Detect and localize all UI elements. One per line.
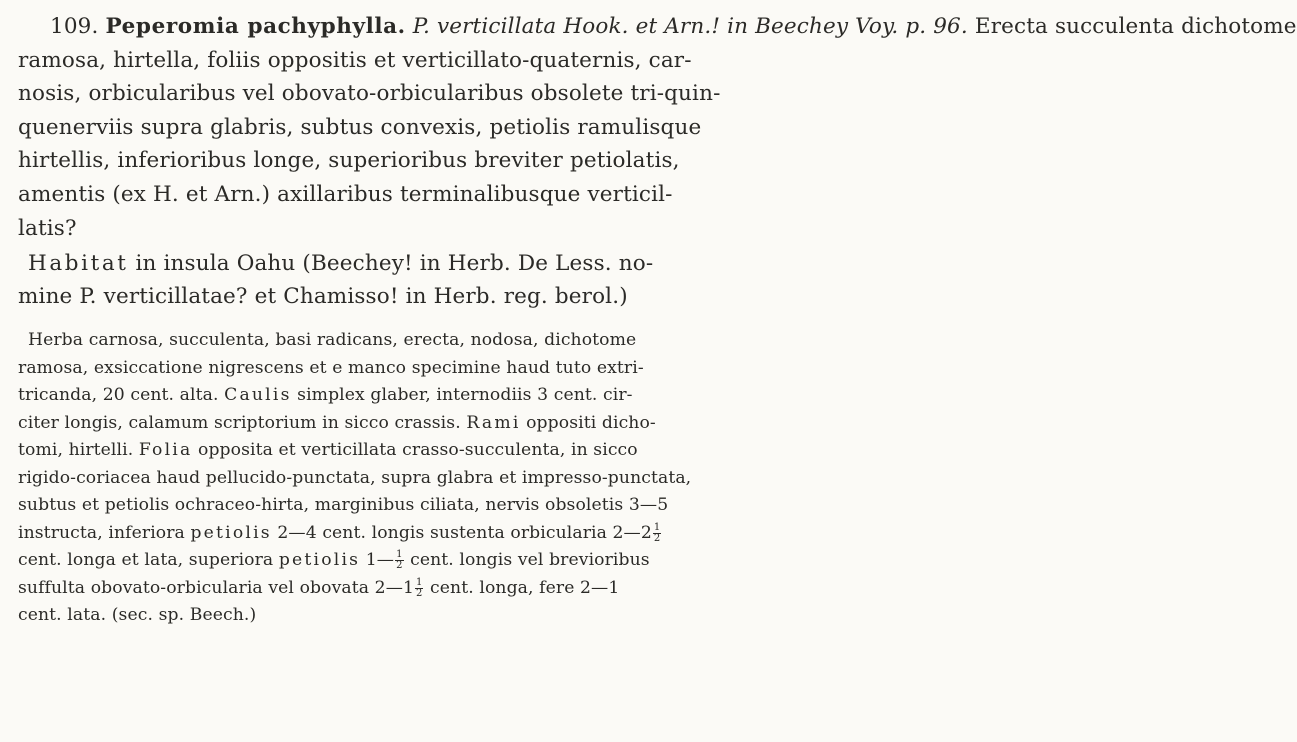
diagnosis-line: quenerviis supra glabris, subtus convexis, petiolis ramulisque	[18, 114, 702, 140]
description-text: ramosa, exsiccatione nigrescens et e manco specimine haud tuto extri-	[18, 357, 644, 378]
fraction: $\frac{1}{2}$	[396, 549, 403, 572]
diagnosis-line: amentis (ex H. et Arn.) axillaribus terminalibusque verticil-	[18, 181, 673, 207]
entry-number: 109.	[50, 14, 99, 39]
description-text: opposita et verticillata crasso-succulenta, in sicco	[192, 440, 638, 461]
description-text: oppositi dicho-	[520, 412, 656, 433]
fraction: $\frac{1}{2}$	[416, 576, 423, 599]
description-line	[18, 382, 786, 410]
habitat-paragraph	[18, 247, 786, 313]
description-text: citer longis, calamum scriptorium in sicco crassis.	[18, 412, 467, 433]
habitat-line	[18, 247, 786, 280]
description-text: 2—4 cent. longis sustenta orbicularia 2—2	[271, 522, 652, 543]
description-line	[18, 465, 786, 493]
description-text: Herba carnosa, succulenta, basi radicans, erecta, nodosa, dichotome	[28, 330, 637, 351]
diagnosis-start: Erecta succulenta dichotome	[974, 14, 1297, 39]
fraction: $\frac{1}{2}$	[653, 521, 661, 544]
description-line	[18, 437, 786, 465]
description-line	[18, 575, 786, 603]
species-entry	[18, 10, 1297, 245]
description-text: subtus et petiolis ochraceo-hirta, marginibus ciliata, nervis obsoletis 3—5	[18, 495, 669, 516]
spaced-term: Caulis	[224, 385, 292, 406]
diagnosis-line: nosis, orbicularibus vel obovato-orbicularibus obsolete tri-quin-	[18, 81, 721, 107]
spaced-term: petiolis	[278, 550, 361, 571]
description-line	[18, 492, 786, 520]
description-text: cent. longa, fere 2—1	[424, 577, 620, 598]
diagnosis-line: hirtellis, inferioribus longe, superioribus breviter petiolatis,	[18, 148, 680, 174]
description-text: instructa, inferiora	[18, 522, 191, 543]
spaced-term: Folia	[138, 440, 193, 461]
habitat-text: in insula Oahu (Beechey! in Herb. De Less. no-	[135, 251, 654, 277]
description-line	[18, 355, 786, 383]
description-line	[18, 547, 786, 575]
spaced-term: petiolis	[190, 522, 272, 543]
description-text: tricanda, 20 cent. alta.	[18, 385, 225, 406]
description-line	[18, 327, 786, 355]
description-text: tomi, hirtelli.	[18, 440, 139, 461]
habitat-line: mine P. verticillatae? et Chamisso! in Herb. reg. berol.)	[18, 284, 628, 310]
description-text: suffulta obovato-orbicularia vel obovata 2—1	[18, 577, 415, 598]
description-line	[18, 520, 786, 548]
description-line	[18, 410, 786, 438]
description-text: 1—	[360, 550, 395, 571]
diagnosis-line: latis?	[18, 215, 77, 241]
description-text: cent. longa et lata, superiora	[18, 550, 279, 571]
entry-heading-line	[18, 10, 1297, 44]
description-text: cent. longis vel brevioribus	[404, 550, 650, 571]
description-text: simplex glaber, internodiis 3 cent. cir-	[291, 385, 633, 406]
synonym-citation: P. verticillata Hook. et Arn.! in Beechey Voy. p. 96.	[412, 14, 968, 39]
document-page	[18, 10, 1297, 630]
description-text: cent. lata. (sec. sp. Beech.)	[18, 605, 257, 626]
diagnosis-line: ramosa, hirtella, foliis oppositis et verticillato-quaternis, car-	[18, 47, 692, 73]
spaced-term: Rami	[466, 412, 521, 433]
description-line	[18, 602, 786, 630]
species-name: Peperomia pachyphylla.	[105, 14, 406, 39]
description-paragraph	[18, 327, 786, 630]
description-text: rigido-coriacea haud pellucido-punctata, supra glabra et impresso-punctata,	[18, 467, 692, 488]
habitat-label: Habitat	[28, 251, 129, 277]
